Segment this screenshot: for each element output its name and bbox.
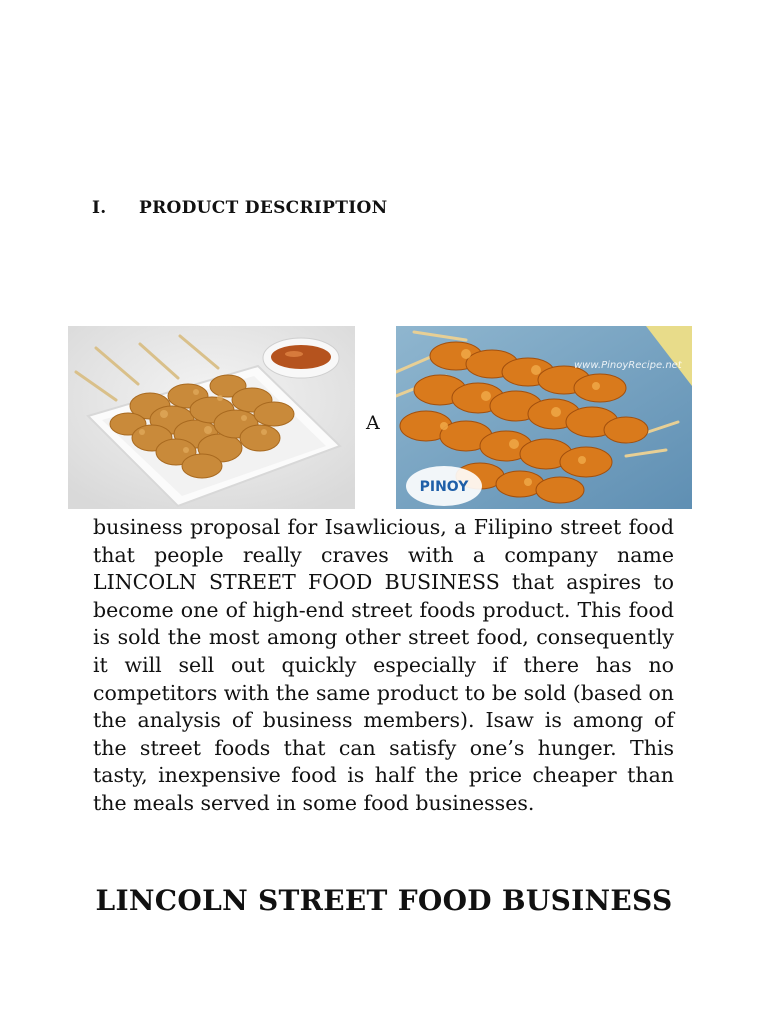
paragraph-lead-letter: A: [366, 412, 380, 434]
isaw-plate-photo: [68, 326, 355, 509]
section-title: PRODUCT DESCRIPTION: [139, 198, 388, 218]
photo-logo: PINOY: [419, 479, 469, 495]
isaw-skewers-photo: [396, 326, 692, 509]
section-heading: [92, 198, 387, 218]
product-description-paragraph: business proposal for Isawlicious, a Filipino street food that people really craves with a company name LINCOLN STREET FOOD BUSINESS that aspires to become one of high-end street foods product. This food is sold the most among other street food, consequently it will sell out quickly especially if there has no competitors with the same product to be sold (based on the analysis of business members). Isaw is among of the street foods that can satisfy one’s hunger. This tasty, inexpensive food is half the price cheaper than the meals served in some food businesses.: [93, 515, 674, 815]
section-number: I.: [92, 198, 107, 218]
photo-watermark: www.PinoyRecipe.net: [574, 360, 682, 371]
company-name-title: LINCOLN STREET FOOD BUSINESS: [95, 884, 673, 917]
